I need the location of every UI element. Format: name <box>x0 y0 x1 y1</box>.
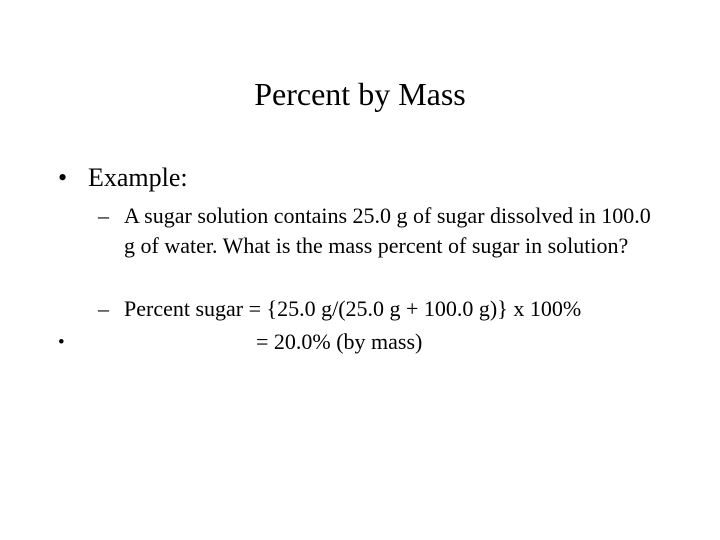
result-text: = 20.0% (by mass) <box>256 329 423 354</box>
slide-title: Percent by Mass <box>254 76 466 112</box>
sub-bullet-question <box>98 201 658 291</box>
bullet-example-text: Example: <box>88 163 188 192</box>
bullet-dot: • <box>58 163 68 192</box>
sub-bullet-dash: – <box>98 296 109 321</box>
sub-bullet-question-text: A sugar solution contains 25.0 g of sugar dissolved in 100.0 g of water. What is the mass percent of sugar in solution? <box>124 203 651 258</box>
sub-bullet-dash: – <box>98 203 109 228</box>
bullet-dot-small: • <box>58 332 65 353</box>
bullet-example <box>58 162 358 194</box>
sub-bullet-formula <box>98 294 678 324</box>
sub-bullet-formula-text: Percent sugar = {25.0 g/(25.0 g + 100.0 g)} x 100% <box>124 296 582 321</box>
